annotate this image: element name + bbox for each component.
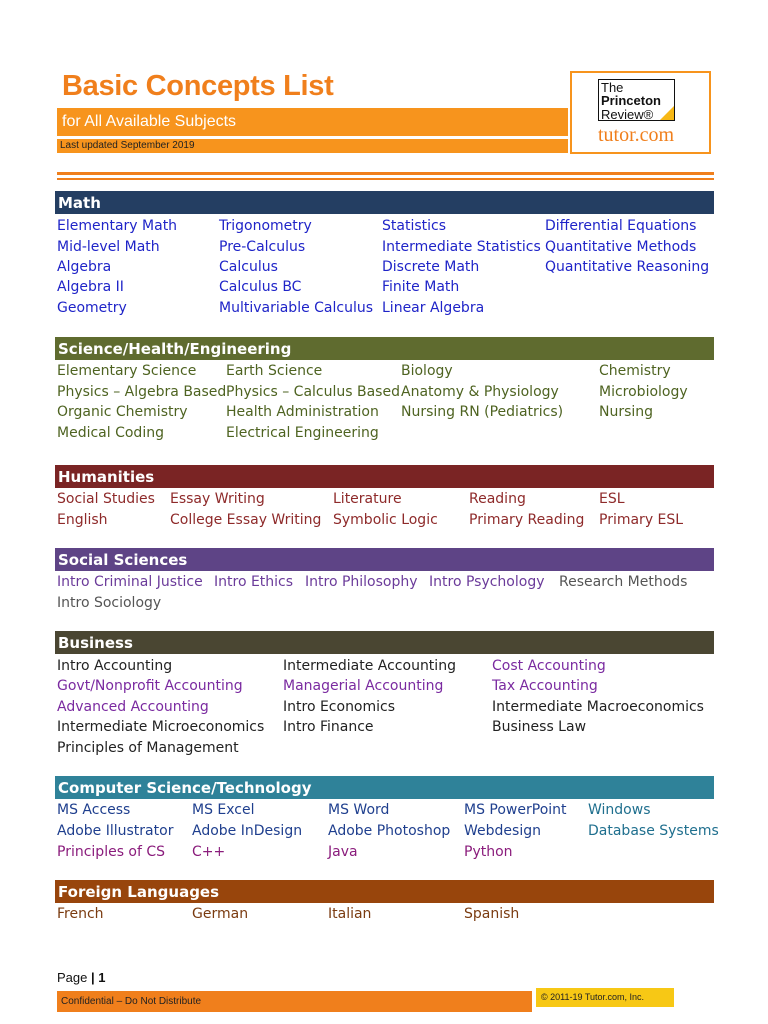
copyright-bar — [536, 988, 674, 1007]
subject-nursing[interactable]: Nursing — [599, 404, 654, 420]
subject-spanish[interactable]: Spanish — [464, 906, 520, 922]
subject-intro-criminal-justice[interactable]: Intro Criminal Justice — [57, 574, 203, 590]
subject-nursing-rn[interactable]: Nursing RN (Pediatrics) — [401, 404, 564, 420]
subject-differential-equations[interactable]: Differential Equations — [545, 218, 697, 234]
princeton-review-logo — [570, 71, 711, 154]
subject-java[interactable]: Java — [328, 844, 358, 860]
subject-research-methods[interactable]: Research Methods — [559, 574, 688, 590]
logo-tutor: tutor.com — [598, 124, 675, 146]
subject-elementary-math[interactable]: Elementary Math — [57, 218, 178, 234]
subject-advanced-accounting[interactable]: Advanced Accounting — [57, 699, 209, 715]
subject-literature[interactable]: Literature — [333, 491, 402, 507]
subject-ms-access[interactable]: MS Access — [57, 802, 131, 818]
subject-quantitative-reasoning[interactable]: Quantitative Reasoning — [545, 259, 710, 275]
subtitle: for All Available Subjects — [62, 113, 237, 130]
subject-health-administration[interactable]: Health Administration — [226, 404, 379, 420]
subject-adobe-indesign[interactable]: Adobe InDesign — [192, 823, 303, 839]
subject-python[interactable]: Python — [464, 844, 513, 860]
subject-intro-sociology[interactable]: Intro Sociology — [57, 595, 162, 611]
subject-statistics[interactable]: Statistics — [382, 218, 446, 234]
section-header-business: Business — [55, 631, 714, 654]
subject-intro-finance[interactable]: Intro Finance — [283, 719, 374, 735]
subtitle-bar — [57, 108, 568, 136]
subject-electrical-engineering[interactable]: Electrical Engineering — [226, 425, 379, 441]
subject-primary-esl[interactable]: Primary ESL — [599, 512, 684, 528]
subject-intro-economics[interactable]: Intro Economics — [283, 699, 396, 715]
section-header-computer-science: Computer Science/Technology — [55, 776, 714, 799]
last-updated: Last updated September 2019 — [60, 140, 195, 151]
section-header-social-sciences: Social Sciences — [55, 548, 714, 571]
subject-essay-writing[interactable]: Essay Writing — [170, 491, 265, 507]
subject-primary-reading[interactable]: Primary Reading — [469, 512, 585, 528]
subject-intermediate-accounting[interactable]: Intermediate Accounting — [283, 658, 456, 674]
subject-biology[interactable]: Biology — [401, 363, 453, 379]
subject-pre-calculus[interactable]: Pre-Calculus — [219, 239, 306, 255]
subject-earth-science[interactable]: Earth Science — [226, 363, 323, 379]
subject-intro-accounting[interactable]: Intro Accounting — [57, 658, 173, 674]
page-title: Basic Concepts List — [62, 70, 334, 102]
subject-managerial-accounting[interactable]: Managerial Accounting — [283, 678, 444, 694]
subject-discrete-math[interactable]: Discrete Math — [382, 259, 480, 275]
section-header-humanities: Humanities — [55, 465, 714, 488]
subject-medical-coding[interactable]: Medical Coding — [57, 425, 164, 441]
subject-multivariable-calculus[interactable]: Multivariable Calculus — [219, 300, 374, 316]
header-rule-thin — [57, 178, 714, 180]
subject-govt-nonprofit-accounting[interactable]: Govt/Nonprofit Accounting — [57, 678, 243, 694]
subject-italian[interactable]: Italian — [328, 906, 372, 922]
subject-symbolic-logic[interactable]: Symbolic Logic — [333, 512, 438, 528]
subject-windows[interactable]: Windows — [588, 802, 651, 818]
subject-elementary-science[interactable]: Elementary Science — [57, 363, 197, 379]
subject-physics-calculus[interactable]: Physics – Calculus Based — [226, 384, 400, 400]
page-number — [57, 970, 105, 985]
subject-cpp[interactable]: C++ — [192, 844, 226, 860]
subject-organic-chemistry[interactable]: Organic Chemistry — [57, 404, 188, 420]
subject-microbiology[interactable]: Microbiology — [599, 384, 688, 400]
subject-ms-powerpoint[interactable]: MS PowerPoint — [464, 802, 567, 818]
logo-princeton: Princeton — [601, 93, 661, 108]
subject-intermediate-macroeconomics[interactable]: Intermediate Macroeconomics — [492, 699, 704, 715]
subject-ms-excel[interactable]: MS Excel — [192, 802, 255, 818]
subject-mid-level-math[interactable]: Mid-level Math — [57, 239, 160, 255]
logo-review: Review® — [601, 107, 654, 122]
subject-principles-of-cs[interactable]: Principles of CS — [57, 844, 166, 860]
subject-intermediate-microeconomics[interactable]: Intermediate Microeconomics — [57, 719, 265, 735]
section-header-science: Science/Health/Engineering — [55, 337, 714, 360]
subject-quantitative-methods[interactable]: Quantitative Methods — [545, 239, 697, 255]
subject-french[interactable]: French — [57, 906, 104, 922]
subject-reading[interactable]: Reading — [469, 491, 526, 507]
subject-geometry[interactable]: Geometry — [57, 300, 127, 316]
subject-english[interactable]: English — [57, 512, 108, 528]
subject-intro-psychology[interactable]: Intro Psychology — [429, 574, 545, 590]
subject-adobe-illustrator[interactable]: Adobe Illustrator — [57, 823, 174, 839]
subject-algebra[interactable]: Algebra — [57, 259, 112, 275]
subject-esl[interactable]: ESL — [599, 491, 625, 507]
logo-corner-mark — [660, 106, 674, 120]
subject-calculus[interactable]: Calculus — [219, 259, 278, 275]
updated-bar — [57, 139, 568, 153]
section-header-foreign-languages: Foreign Languages — [55, 880, 714, 903]
subject-algebra-ii[interactable]: Algebra II — [57, 279, 124, 295]
subject-business-law[interactable]: Business Law — [492, 719, 587, 735]
subject-german[interactable]: German — [192, 906, 249, 922]
subject-intro-philosophy[interactable]: Intro Philosophy — [305, 574, 418, 590]
subject-webdesign[interactable]: Webdesign — [464, 823, 541, 839]
subject-intro-ethics[interactable]: Intro Ethics — [214, 574, 294, 590]
subject-linear-algebra[interactable]: Linear Algebra — [382, 300, 485, 316]
subject-finite-math[interactable]: Finite Math — [382, 279, 460, 295]
subject-adobe-photoshop[interactable]: Adobe Photoshop — [328, 823, 451, 839]
subject-tax-accounting[interactable]: Tax Accounting — [492, 678, 598, 694]
subject-principles-of-management[interactable]: Principles of Management — [57, 740, 239, 756]
copyright: © 2011-19 Tutor.com, Inc. — [541, 992, 645, 1002]
subject-college-essay-writing[interactable]: College Essay Writing — [170, 512, 322, 528]
section-header-math: Math — [55, 191, 714, 214]
subject-anatomy-physiology[interactable]: Anatomy & Physiology — [401, 384, 559, 400]
footer-bar — [57, 991, 532, 1012]
subject-intermediate-statistics[interactable]: Intermediate Statistics — [382, 239, 541, 255]
subject-trigonometry[interactable]: Trigonometry — [219, 218, 312, 234]
page-label: Page — [57, 970, 88, 985]
subject-physics-algebra[interactable]: Physics – Algebra Based — [57, 384, 227, 400]
subject-calculus-bc[interactable]: Calculus BC — [219, 279, 302, 295]
logo-the: The — [601, 80, 624, 95]
subject-database-systems[interactable]: Database Systems — [588, 823, 719, 839]
confidential-notice: Confidential – Do Not Distribute — [61, 996, 202, 1007]
subject-chemistry[interactable]: Chemistry — [599, 363, 671, 379]
page-number-value: | 1 — [91, 970, 106, 985]
subject-ms-word[interactable]: MS Word — [328, 802, 390, 818]
subject-social-studies[interactable]: Social Studies — [57, 491, 155, 507]
subject-cost-accounting[interactable]: Cost Accounting — [492, 658, 606, 674]
header-rule — [57, 172, 714, 175]
